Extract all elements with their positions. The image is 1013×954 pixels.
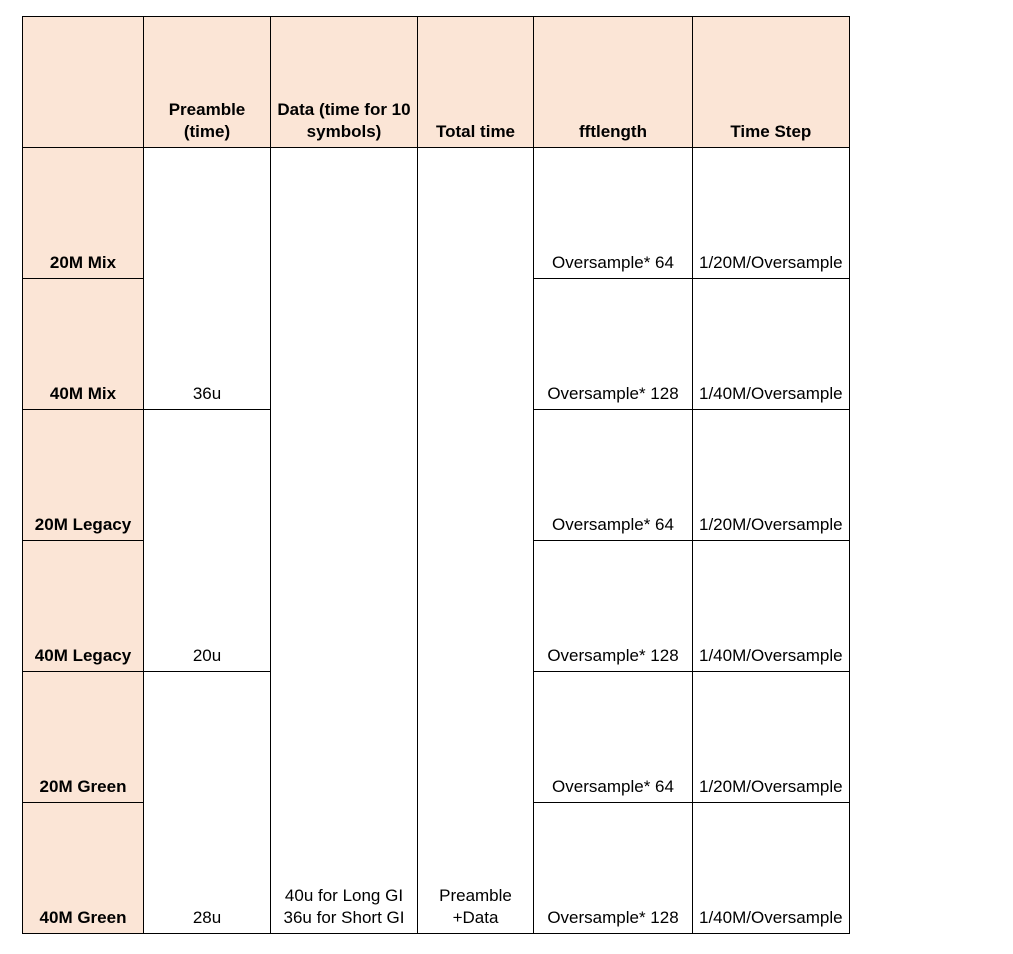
table-row [23,148,850,279]
data-time-cell [271,148,418,934]
header-fftlength: fftlength [534,17,693,148]
time-step-cell: 1/40M/Oversample [693,541,850,672]
time-step-cell: 1/40M/Oversample [693,279,850,410]
time-step-cell: 1/20M/Oversample [693,672,850,803]
header-cell-empty [23,17,144,148]
fftlength-cell: Oversample* 64 [534,672,693,803]
preamble-cell: 28u [144,672,271,934]
row-label: 20M Mix [23,148,144,279]
fftlength-cell: Oversample* 128 [534,803,693,934]
header-total-time: Total time [418,17,534,148]
header-data-time: Data (time for 10 symbols) [271,17,418,148]
time-step-cell: 1/20M/Oversample [693,410,850,541]
fftlength-cell: Oversample* 128 [534,279,693,410]
table-header-row [23,17,850,148]
row-label: 40M Mix [23,279,144,410]
fftlength-cell: Oversample* 64 [534,410,693,541]
data-time-long-gi: 40u for Long GI [284,886,404,905]
data-time-short-gi: 36u for Short GI [283,908,405,927]
time-step-cell: 1/20M/Oversample [693,148,850,279]
preamble-cell: 20u [144,410,271,672]
row-label: 40M Green [23,803,144,934]
spec-table [22,16,850,934]
row-label: 20M Green [23,672,144,803]
row-label: 40M Legacy [23,541,144,672]
fftlength-cell: Oversample* 128 [534,541,693,672]
preamble-cell: 36u [144,148,271,410]
row-label: 20M Legacy [23,410,144,541]
header-preamble: Preamble (time) [144,17,271,148]
header-time-step: Time Step [693,17,850,148]
time-step-cell: 1/40M/Oversample [693,803,850,934]
fftlength-cell: Oversample* 64 [534,148,693,279]
total-time-cell: Preamble +Data [418,148,534,934]
